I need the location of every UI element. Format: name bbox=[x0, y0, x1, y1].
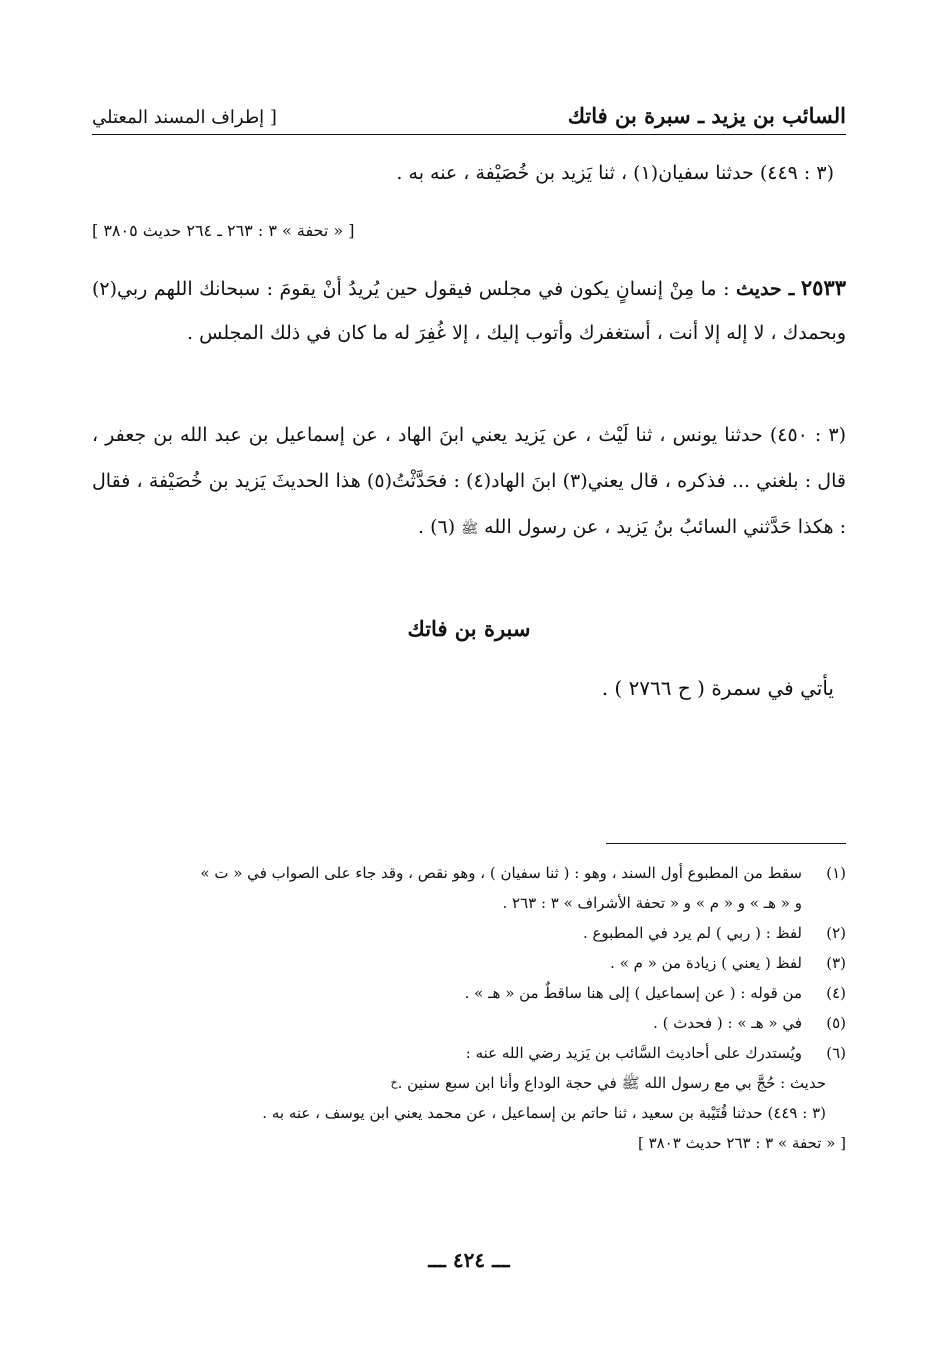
footnote-text: في « هـ » : ( فحدث ) . bbox=[653, 1014, 802, 1032]
hadith-2533 bbox=[92, 266, 846, 355]
footnote-mark: (٥) bbox=[826, 1014, 846, 1032]
footnotes bbox=[92, 858, 846, 1158]
hadith-number: ٢٥٣٣ bbox=[800, 275, 846, 300]
footnote-6-hadith bbox=[92, 1068, 846, 1098]
footnote-mark: (٣) bbox=[826, 954, 846, 972]
footnote-1-continued: و « هـ » و « م » و « تحفة الأشراف » ٣ : ٢٦٣ . bbox=[502, 894, 802, 912]
tuhfa-reference: [ « تحفة » ٣ : ٢٦٣ ـ ٢٦٤ حديث ٣٨٠٥ ] bbox=[92, 221, 355, 240]
footnote-text: لفظ : ( ربي ) لم يرد في المطبوع . bbox=[582, 924, 802, 942]
footnote-6-reference: [ « تحفة » ٣ : ٢٦٣ حديث ٣٨٠٣ ] bbox=[637, 1134, 846, 1152]
footnote-4 bbox=[92, 978, 846, 1008]
entry-450-end: (٦) . bbox=[418, 516, 456, 538]
running-head bbox=[92, 88, 846, 128]
footnote-text: من قوله : ( عن إسماعيل ) إلى هنا ساقطٌ من « هـ » . bbox=[464, 984, 802, 1002]
footnote-text: لفظ ( يعني ) زيادة من « م » . bbox=[610, 954, 802, 972]
footnote-mark: (٦) bbox=[826, 1044, 846, 1062]
footnote-text: ويُستدرك على أحاديث السَّائب بن يَزيد رضي الله عنه : bbox=[465, 1044, 802, 1062]
footnote-mark: (١) bbox=[826, 864, 846, 882]
footnote-1 bbox=[92, 858, 846, 888]
entry-450 bbox=[92, 412, 846, 552]
running-head-title: السائب بن يزيد ـ سبرة بن فاتك bbox=[567, 103, 846, 128]
running-head-book: [ إطراف المسند المعتلي bbox=[92, 107, 277, 128]
footnote-5 bbox=[92, 1008, 846, 1038]
footnote-mark: (٢) bbox=[826, 924, 846, 942]
cross-reference: يأتي في سمرة ( ح ٢٧٦٦ ) . bbox=[601, 676, 834, 700]
entry-450-text: (٣ : ٤٥٠) حدثنا يونس ، ثنا لَيْث ، عن يَزيد يعني ابنَ الهاد ، عن إسماعيل بن عبد الله بن جعفر ، قال : بلغني ... فذكره ، قال يعني(٣) ابنَ الهاد(٤) : فحَدَّثْتُ(٥) هذا الحديثَ يَزيد بن خُصَيْفة ، فقال : هكذا حَدَّثني السائبُ بنُ يَزيد ، عن رسول الله bbox=[92, 424, 846, 538]
page-number: ـــ ٤٢٤ ـــ bbox=[428, 1248, 510, 1272]
footnote-3 bbox=[92, 948, 846, 978]
section-title: سبرة بن فاتك bbox=[407, 616, 531, 641]
entry-449: (٣ : ٤٤٩) حدثنا سفيان(١) ، ثنا يَزيد بن خُصَيْفة ، عنه به . bbox=[396, 162, 834, 184]
footnote-2 bbox=[92, 918, 846, 948]
hadith-label: ـ حديث bbox=[736, 278, 795, 300]
footnote-6-sanad: (٣ : ٤٤٩) حدثنا قُتَيْبة بن سعيد ، ثنا حاتم بن إسماعيل ، عن محمد يعني ابن يوسف ، عنه به . bbox=[262, 1104, 826, 1122]
footnote-text: سقط من المطبوع أول السند ، وهو : ( ثنا سفيان ) ، وهو نقص ، وقد جاء على الصواب في « ت » bbox=[200, 864, 802, 882]
footnote-hadith-text: حديث : حُجَّ بي مع رسول الله ﷺ في حجة الوداع وأنا ابن سبع سنين . bbox=[397, 1074, 826, 1092]
hadith-text: : ما مِنْ إنسانٍ يكون في مجلس فيقول حين يُريدُ أنْ يقومَ : سبحانك اللهم ربي(٢) وبحمدك ، لا إله إلا أنت ، أستغفرك وأتوب إليك ، إلا غُفِرَ له ما كان في ذلك المجلس . bbox=[92, 278, 846, 344]
footnote-rule bbox=[606, 843, 846, 844]
footnote-mark: (٤) bbox=[826, 984, 846, 1002]
footnote-hadith-mark: خ bbox=[390, 1076, 398, 1089]
header-rule bbox=[92, 134, 846, 135]
footnote-6 bbox=[92, 1038, 846, 1068]
pbuh-glyph: ﷺ bbox=[461, 521, 479, 537]
